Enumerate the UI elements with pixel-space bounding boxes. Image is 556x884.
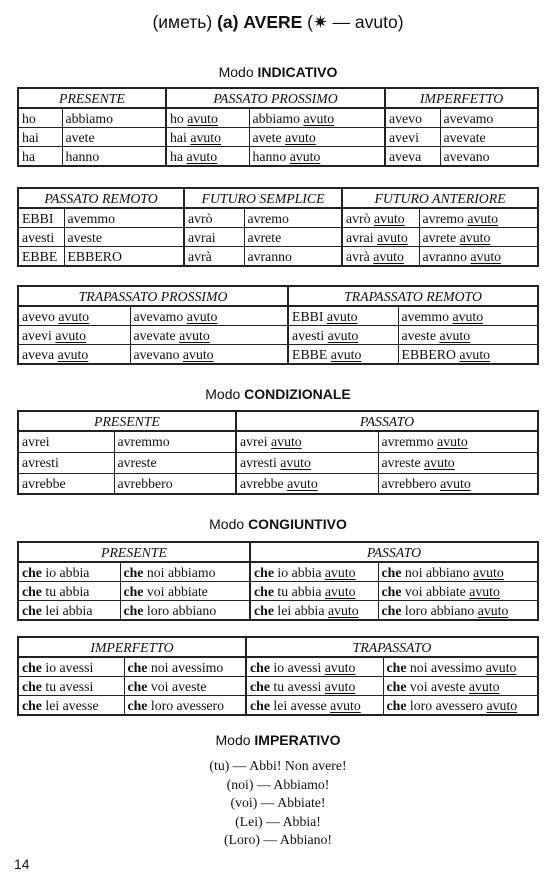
tense-header: IMPERFETTO [18,637,246,657]
table-row: che lei abbia che loro abbiano che lei abbia avuto che loro abbiano avuto [18,601,538,621]
indicativo-table-2 [17,187,539,267]
tense-header: PASSATO REMOTO [18,188,184,208]
tense-header: FUTURO SEMPLICE [184,188,342,208]
tense-header: PRESENTE [18,88,166,108]
imperativo-line: (Loro) — Abbiano! [223,832,333,847]
tense-header: IMPERFETTO [385,88,538,108]
imperativo-line: (Lei) — Abbia! [235,813,321,829]
tense-header: TRAPASSATO REMOTO [288,286,538,306]
table-row: che io abbia che noi abbiamo che io abbia avuto che noi abbiano avuto [18,562,538,582]
imperativo-line: (voi) — Abbiate! [230,795,326,810]
page-title: (иметь) (a) AVERE (✷ — avuto) [152,12,404,32]
tense-header: PASSATO [250,542,538,562]
tense-header: PRESENTE [18,542,250,562]
table-row: avesti aveste avrai avrete avrai avuto avrete avuto [18,228,538,247]
imperativo-line: (tu) — Abbi! Non avere! [209,758,347,773]
table-row: EBBE EBBERO avrà avranno avrà avuto avranno avuto [18,247,538,267]
indicativo-table-3 [17,285,539,365]
tense-header: TRAPASSATO [246,637,538,657]
congiuntivo-table-1 [17,541,539,621]
indicativo-table-1 [17,87,539,167]
table-row: aveva avuto avevano avuto EBBE avuto EBBERO avuto [18,345,538,365]
tense-header: FUTURO ANTERIORE [342,188,538,208]
table-row: avresti avreste avresti avuto avreste avuto [18,452,538,473]
tense-header: PASSATO PROSSIMO [166,88,385,108]
table-row: hai avete hai avuto avete avuto avevi avevate [18,128,538,147]
table-row: che lei avesse che loro avessero che lei avesse avuto che loro avessero avuto [18,696,538,716]
imperativo-list [0,757,556,850]
tense-header: PRESENTE [18,411,236,431]
table-row: che tu avessi che voi aveste che tu avessi avuto che voi aveste avuto [18,677,538,696]
congiuntivo-table-2 [17,636,539,716]
table-row: EBBI avemmo avrò avremo avrò avuto avremo avuto [18,208,538,228]
mode-condizionale-title: Modo CONDIZIONALE [205,386,351,402]
mode-imperativo-title: Modo IMPERATIVO [215,732,341,748]
table-row: che tu abbia che voi abbiate che tu abbia avuto che voi abbiate avuto [18,582,538,601]
table-row: ha hanno ha avuto hanno avuto aveva avevano [18,147,538,167]
condizionale-table [17,410,539,495]
table-row: avrebbe avrebbero avrebbe avuto avrebbero avuto [18,473,538,494]
imperativo-line: (noi) — Abbiamo! [226,776,330,792]
tense-header: TRAPASSATO PROSSIMO [18,286,288,306]
page-number: 14 [14,856,30,872]
table-row: avrei avremmo avrei avuto avremmo avuto [18,431,538,452]
table-row: ho abbiamo ho avuto abbiamo avuto avevo avevamo [18,108,538,128]
table-row: avevi avuto avevate avuto avesti avuto aveste avuto [18,326,538,345]
tense-header: PASSATO [236,411,538,431]
mode-congiuntivo-title: Modo CONGIUNTIVO [209,516,347,532]
mode-indicativo-title: Modo INDICATIVO [218,64,338,80]
table-row: che io avessi che noi avessimo che io avessi avuto che noi avessimo avuto [18,657,538,677]
table-row: avevo avuto avevamo avuto EBBI avuto avemmo avuto [18,306,538,326]
